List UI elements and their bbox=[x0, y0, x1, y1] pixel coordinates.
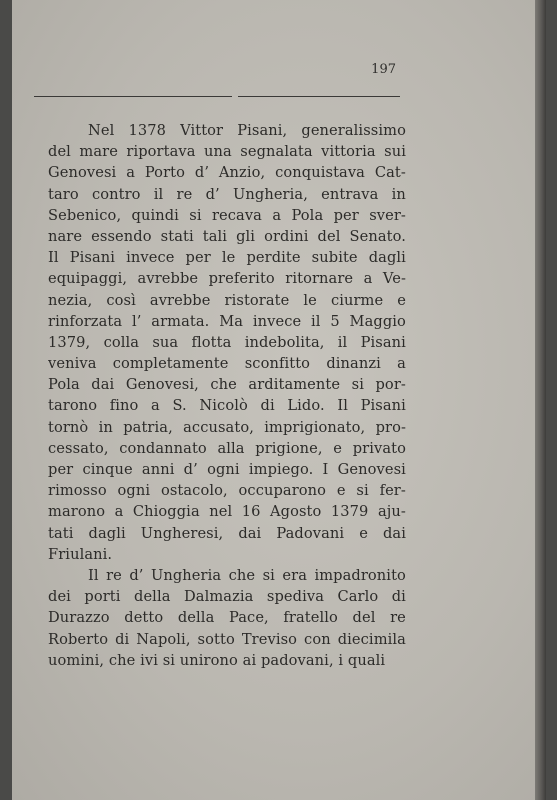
text-line: nare essendo stati tali gli ordini del Senato. bbox=[48, 227, 406, 245]
text-line: rimosso ogni ostacolo, occuparono e si fer- bbox=[48, 482, 406, 500]
header-rule-left bbox=[34, 96, 232, 97]
page-edge bbox=[535, 0, 546, 800]
text-line: equipaggi, avrebbe preferito ritornare a Ve- bbox=[48, 270, 406, 288]
page-number: 197 bbox=[371, 62, 396, 77]
text-line: Genovesi a Porto d’ Anzio, conquistava Cat- bbox=[48, 164, 406, 182]
text-line: Friulani. bbox=[48, 545, 113, 563]
text-line: Durazzo detto della Pace, fratello del re bbox=[48, 609, 406, 627]
text-line: Il Pisani invece per le perdite subite dagli bbox=[48, 249, 406, 267]
text-line: tati dagli Ungheresi, dai Padovani e dai bbox=[48, 524, 406, 542]
text-line: del mare riportava una segnalata vittoria sui bbox=[48, 143, 406, 161]
text-line: cessato, condannato alla prigione, e privato bbox=[48, 439, 406, 457]
text-line: tarono fino a S. Nicolò di Lido. Il Pisani bbox=[48, 397, 406, 415]
text-line: Il re d’ Ungheria che si era impadronito bbox=[88, 566, 406, 584]
text-line: 1379, colla sua flotta indebolita, il Pisani bbox=[48, 333, 406, 351]
text-line: Sebenico, quindi si recava a Pola per sver- bbox=[48, 206, 406, 224]
text-line: per cinque anni d’ ogni impiego. I Genovesi bbox=[48, 461, 406, 478]
text-line: nezia, così avrebbe ristorate le ciurme e bbox=[48, 291, 406, 309]
text-line: marono a Chioggia nel 16 Agosto 1379 aju- bbox=[48, 503, 406, 521]
text-line: Pola dai Genovesi, che arditamente si por- bbox=[48, 376, 406, 394]
text-line: veniva completamente sconfitto dinanzi a bbox=[48, 355, 406, 373]
text-line: Roberto di Napoli, sotto Treviso con diecimila bbox=[48, 630, 406, 648]
text-line: uomini, che ivi si unirono ai padovani, i quali bbox=[48, 651, 386, 669]
book-page bbox=[12, 0, 546, 800]
text-line: Nel 1378 Vittor Pisani, generalissimo bbox=[88, 122, 406, 139]
text-line: dei porti della Dalmazia spediva Carlo di bbox=[48, 588, 406, 606]
text-line: rinforzata l’ armata. Ma invece il 5 Maggio bbox=[48, 312, 406, 330]
text-line: tornò in patria, accusato, imprigionato, pro- bbox=[48, 418, 406, 436]
header-rule-right bbox=[238, 96, 400, 97]
body-text bbox=[48, 120, 406, 671]
text-line: taro contro il re d’ Ungheria, entrava in bbox=[48, 185, 406, 203]
